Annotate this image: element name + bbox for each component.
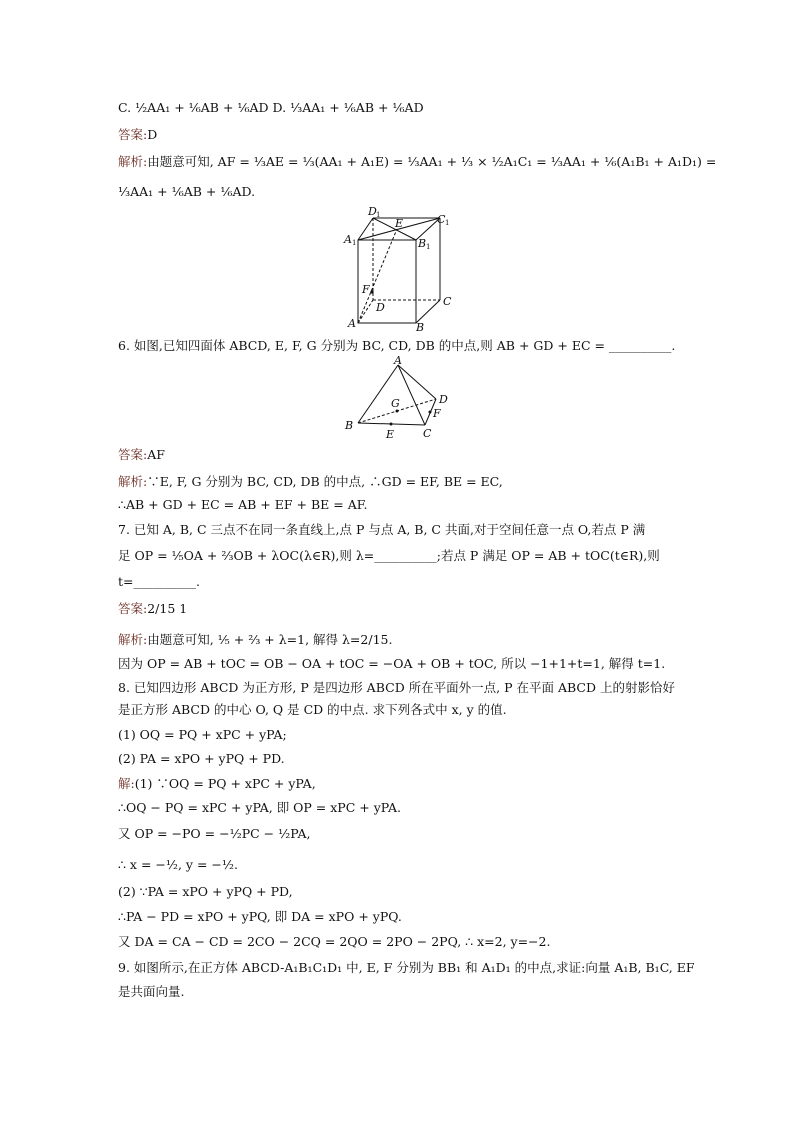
answer-line-7: 答案:2/15 1 [118, 601, 188, 616]
prism-figure [340, 205, 460, 335]
analysis-line-5a: 解析:由题意可知, AF = ⅓AE = ⅓(AA₁ + A₁E) = ⅓AA₁ + ⅓ × ½A₁C₁ = ⅓AA₁ + ⅙(A₁B₁ + A₁D₁) = [118, 154, 717, 169]
question-9b: 是共面向量. [118, 984, 185, 999]
tetrahedron-figure [340, 355, 460, 445]
label-b: B [416, 321, 425, 334]
label-b: B [345, 419, 354, 432]
label-e: E [386, 428, 395, 441]
solution-8-line7: 又 DA = CA − CD = 2CO − 2CQ = 2QO = 2PO − 2PQ, ∴ x=2, y=−2. [118, 934, 551, 949]
analysis-line-7b: 因为 OP = AB + tOC = OB − OA + tOC = −OA + OB + tOC, 所以 −1+1+t=1, 解得 t=1. [118, 656, 666, 671]
label-c: C [443, 295, 452, 308]
svg-text:1: 1 [352, 239, 357, 247]
label-d: D [376, 301, 385, 314]
question-8a: 8. 已知四边形 ABCD 为正方形, P 是四边形 ABCD 所在平面外一点, P 在平面 ABCD 上的射影恰好 [118, 680, 675, 695]
question-8-part2: (2) PA = xPO + yPQ + PD. [118, 751, 285, 766]
answer-label: 答案: [118, 127, 148, 142]
question-7b: 足 OP = ⅕OA + ⅔OB + λOC(λ∈R),则 λ=__________;若点 P 满足 OP = AB + tOC(t∈R),则 [118, 548, 660, 563]
label-g: G [391, 397, 400, 410]
question-8b: 是正方形 ABCD 的中心 O, Q 是 CD 的中点. 求下列各式中 x, y 的值. [118, 702, 507, 717]
solution-8-line2: ∴OQ − PQ = xPC + yPA, 即 OP = xPC + yPA. [118, 800, 402, 815]
label-f: F [362, 283, 370, 296]
label-d: D [439, 393, 448, 406]
analysis-line-5b: ⅓AA₁ + ⅙AB + ⅙AD. [118, 184, 256, 199]
analysis-line-6a: 解析:∵E, F, G 分别为 BC, CD, DB 的中点, ∴GD = EF, BE = EC, [118, 474, 503, 489]
solution-8-line5: (2) ∵PA = xPO + yPQ + PD, [118, 884, 293, 899]
analysis-line-6b: ∴AB + GD + EC = AB + EF + BE = AF. [118, 497, 368, 512]
svg-text:1: 1 [376, 211, 381, 219]
question-7c: t=__________. [118, 574, 200, 589]
label-f: F [433, 407, 441, 420]
svg-text:1: 1 [426, 243, 431, 251]
answer-line-5: 答案:D [118, 127, 158, 142]
answer-line-6: 答案:AF [118, 447, 165, 462]
label-c1: C [437, 213, 446, 226]
label-a: A [348, 317, 356, 330]
label-e: E [395, 217, 404, 230]
solution-8-line3: 又 OP = −PO = −½PC − ½PA, [118, 826, 311, 841]
label-c: C [423, 427, 432, 440]
svg-text:1: 1 [445, 219, 450, 227]
question-7a: 7. 已知 A, B, C 三点不在同一条直线上,点 P 与点 A, B, C 共面,对于空间任意一点 O,若点 P 满 [118, 522, 646, 537]
solution-8-line1: 解:(1) ∵OQ = PQ + xPC + yPA, [118, 776, 316, 791]
analysis-label: 解析: [118, 154, 148, 169]
solution-8-line4: ∴ x = −½, y = −½. [118, 857, 238, 872]
question-8-part1: (1) OQ = PQ + xPC + yPA; [118, 727, 287, 742]
question-9a: 9. 如图所示,在正方体 ABCD-A₁B₁C₁D₁ 中, E, F 分别为 BB₁ 和 A₁D₁ 的中点,求证:向量 A₁B, B₁C, EF [118, 960, 695, 975]
label-b1: B [418, 237, 427, 250]
solution-8-line6: ∴PA − PD = xPO + yPQ, 即 DA = xPO + yPQ. [118, 909, 402, 924]
label-d1: D [368, 205, 377, 218]
label-a1: A [344, 233, 352, 246]
label-a: A [394, 355, 402, 367]
analysis-line-7a: 解析:由题意可知, ⅕ + ⅔ + λ=1, 解得 λ=2/15. [118, 632, 393, 647]
option-c-d-line: C. ½AA₁ + ⅙AB + ⅙AD D. ⅓AA₁ + ⅙AB + ⅙AD [118, 100, 424, 115]
question-6: 6. 如图,已知四面体 ABCD, E, F, G 分别为 BC, CD, DB 的中点,则 AB + GD + EC = __________. [118, 338, 676, 353]
